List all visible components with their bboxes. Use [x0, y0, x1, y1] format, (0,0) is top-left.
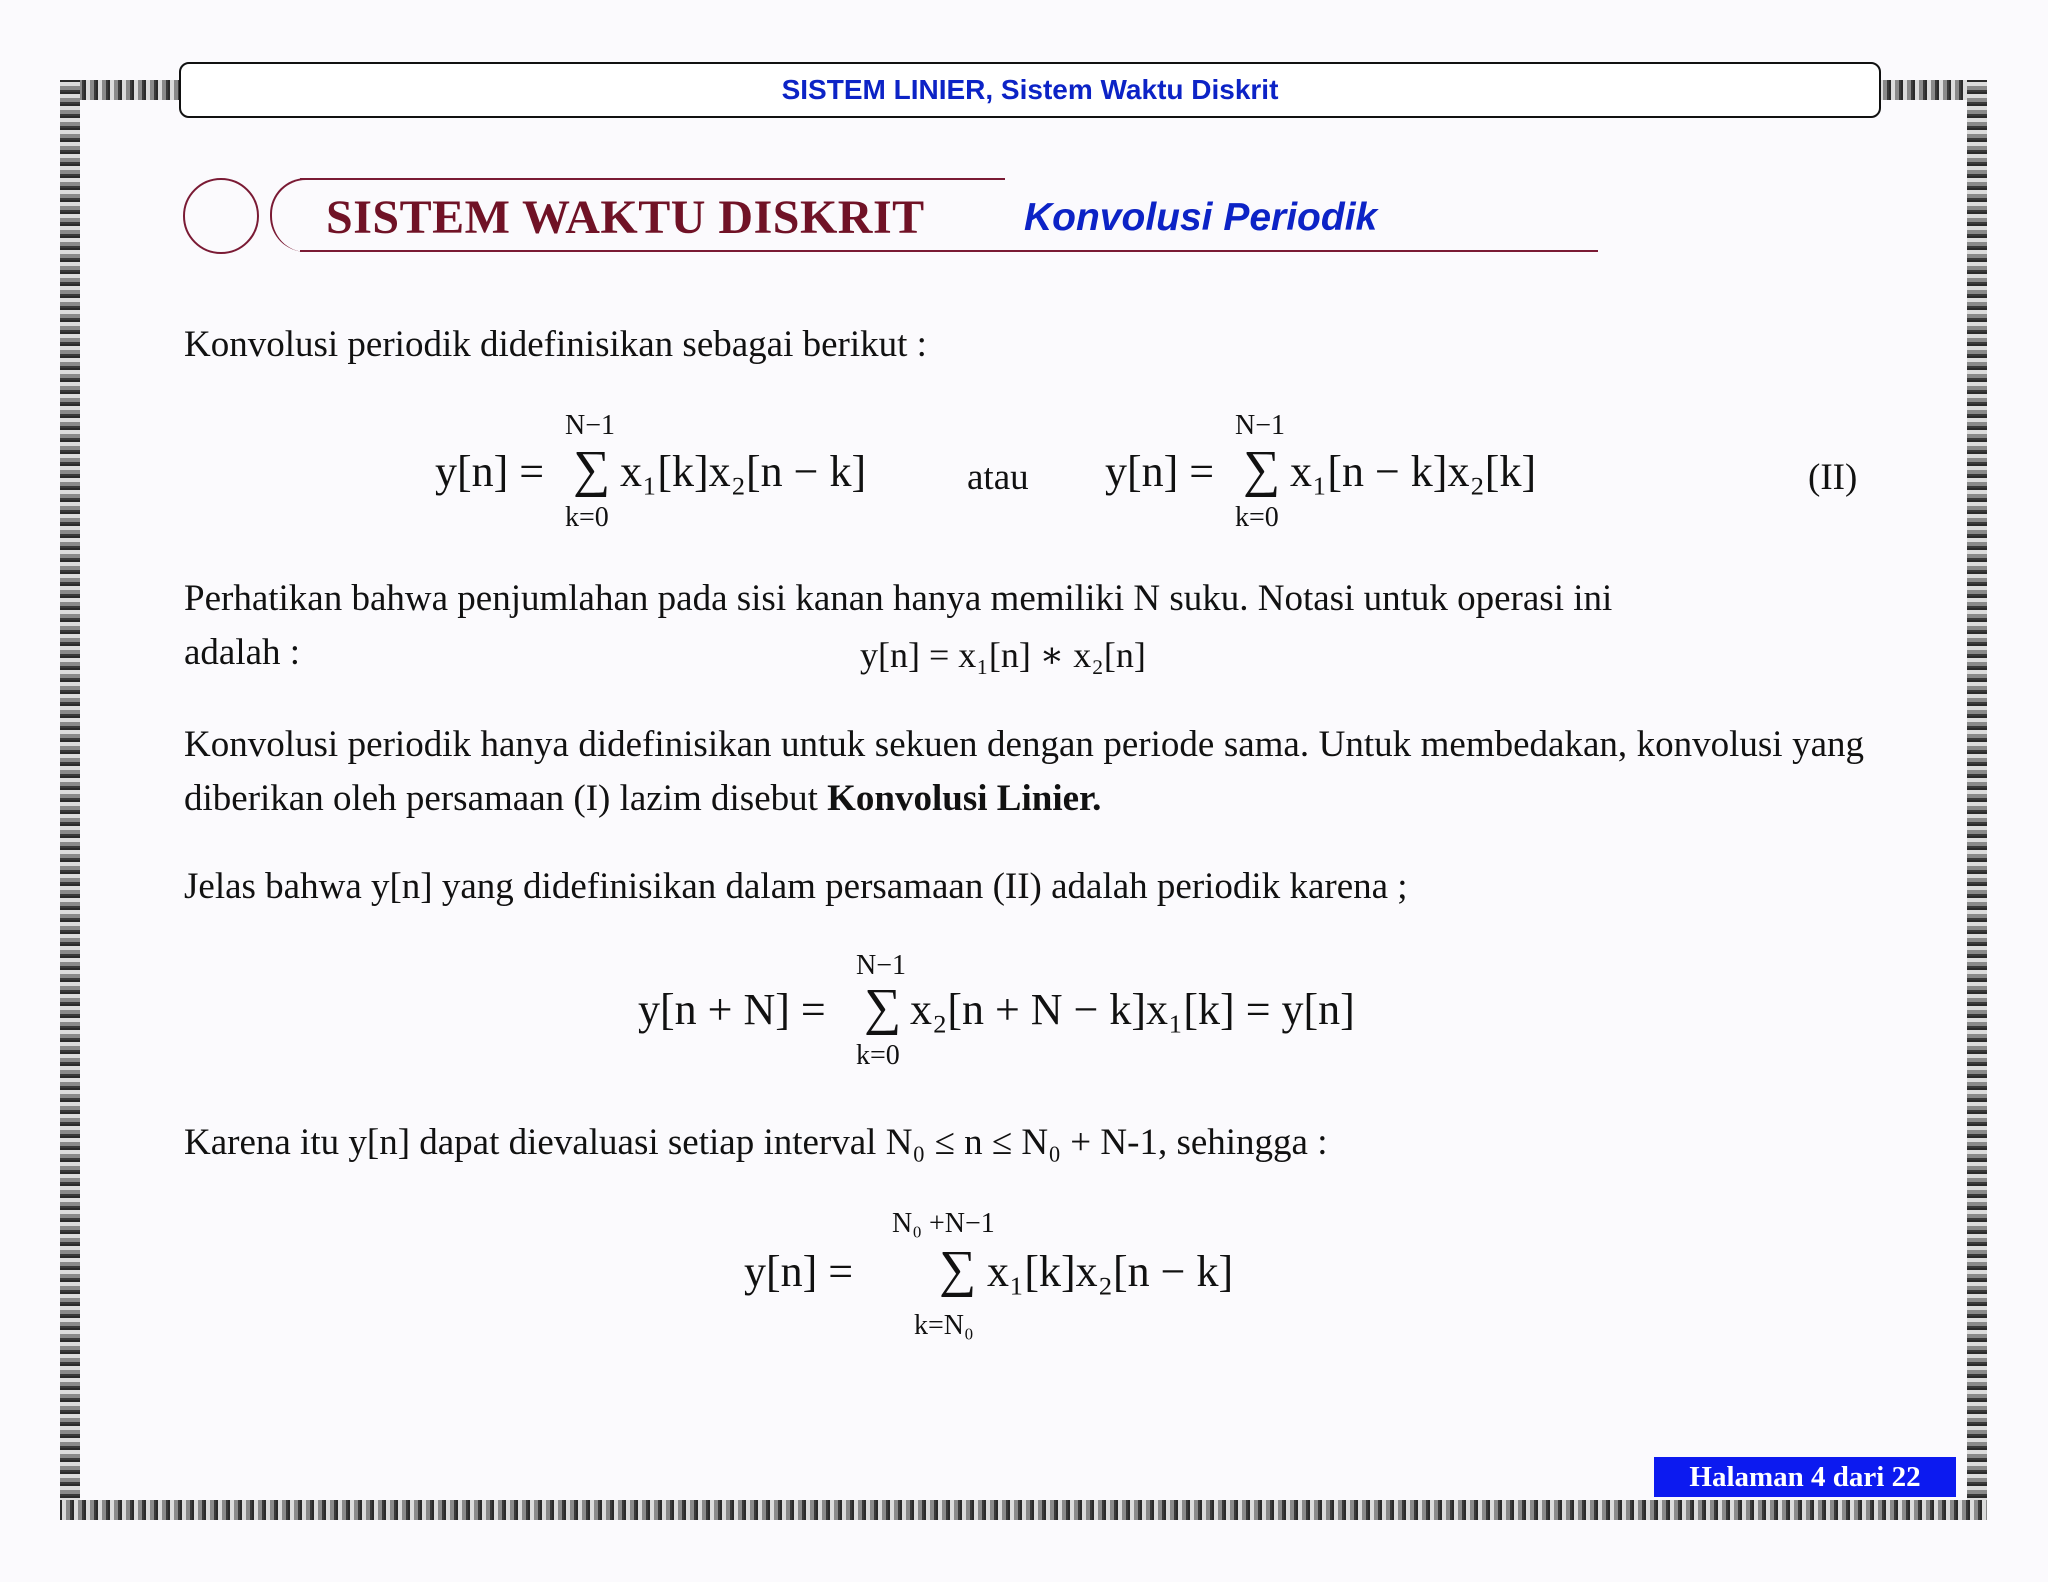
eq2-upper-limit: N−1: [1235, 410, 1286, 441]
page-number-badge: Halaman 4 dari 22: [1654, 1457, 1956, 1497]
paragraph-sum-note-line2: adalah :: [184, 632, 301, 673]
frame-bottom: [60, 1500, 1987, 1520]
eq4-sigma: ∑: [939, 1241, 977, 1298]
paragraph-sum-note-line1: Perhatikan bahwa penjumlahan pada sisi kanan hanya memiliki N suku. Notasi untuk operasi ini: [184, 578, 1613, 619]
eq1-lhs: y[n] =: [435, 447, 545, 496]
eq-connector-atau: atau: [967, 457, 1029, 498]
title-bottom-rule: [300, 250, 1598, 252]
equation-label-ii: (II): [1808, 457, 1858, 498]
paragraph-definition: Konvolusi periodik didefinisikan sebagai berikut :: [184, 324, 927, 365]
frame-right: [1967, 80, 1987, 1520]
paragraph-linear-convolution-text: Konvolusi periodik hanya didefinisikan untuk sekuen dengan periode sama. Untuk membedakan, konvolusi yang diberikan oleh persamaan (I) lazim disebut: [184, 724, 1864, 819]
eq4-lhs: y[n] =: [744, 1247, 854, 1296]
frame-left: [60, 80, 80, 1520]
paragraph-periodicity: Jelas bahwa y[n] yang didefinisikan dalam persamaan (II) adalah periodik karena ;: [184, 866, 1408, 907]
eq3-lower-limit: k=0: [856, 1040, 900, 1071]
eq3-lhs: y[n + N] =: [638, 985, 826, 1034]
term-konvolusi-linier: Konvolusi Linier.: [827, 778, 1102, 819]
eq2-rhs: x₁[n − k]x₂[k]: [1290, 447, 1537, 496]
page-subtitle: Konvolusi Periodik: [1024, 196, 1378, 239]
eq3-upper-limit: N−1: [856, 950, 907, 981]
title-circle-decoration: [183, 178, 259, 254]
eq3-sigma: ∑: [864, 979, 902, 1036]
eq1-rhs: x₁[k]x₂[n − k]: [620, 447, 867, 496]
eq4-upper-limit: N₀ +N−1: [892, 1208, 995, 1239]
paragraph-interval: Karena itu y[n] dapat dievaluasi setiap interval N₀ ≤ n ≤ N₀ + N-1, sehingga :: [184, 1122, 1328, 1163]
eq4-rhs: x₁[k]x₂[n − k]: [987, 1247, 1234, 1296]
eq4-lower-limit: k=N₀: [914, 1310, 974, 1341]
header-title: SISTEM LINIER, Sistem Waktu Diskrit: [781, 74, 1279, 105]
header-bar: [179, 62, 1881, 118]
notation-equation: y[n] = x₁[n] ∗ x₂[n]: [860, 635, 1146, 675]
eq3-rhs: x₂[n + N − k]x₁[k] = y[n]: [910, 985, 1355, 1034]
eq2-lhs: y[n] =: [1105, 447, 1215, 496]
eq2-lower-limit: k=0: [1235, 502, 1279, 533]
eq1-upper-limit: N−1: [565, 410, 616, 441]
eq1-sigma: ∑: [573, 441, 611, 498]
title-top-rule: [300, 178, 1005, 180]
paragraph-linear-convolution: [184, 718, 1864, 826]
eq2-sigma: ∑: [1243, 441, 1281, 498]
eq1-lower-limit: k=0: [565, 502, 609, 533]
page-title: SISTEM WAKTU DISKRIT: [326, 191, 925, 244]
